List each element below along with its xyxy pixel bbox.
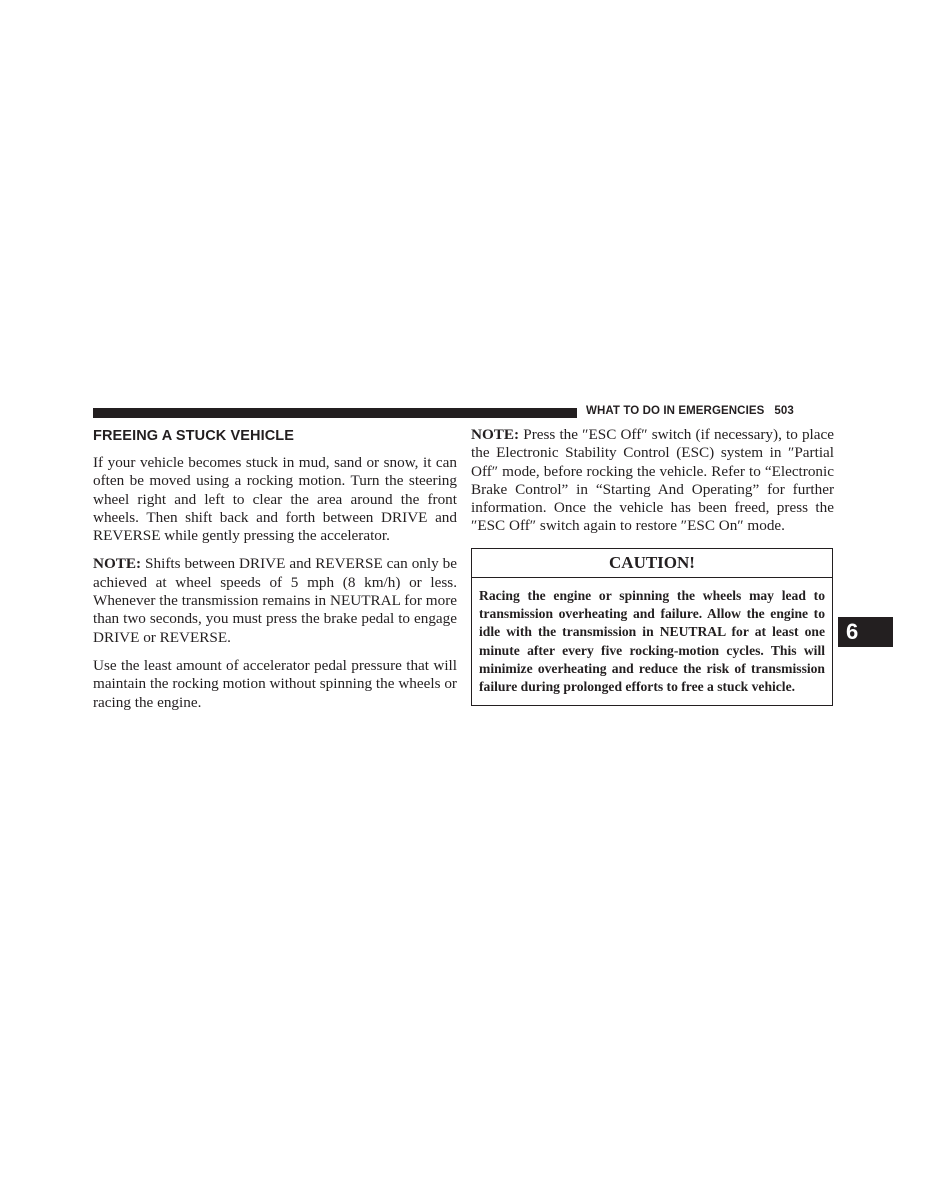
left-column [93, 426, 457, 722]
header-rule [93, 408, 577, 418]
caution-text: Racing the engine or spinning the wheels may lead to transmission overheating and failure. Allow the engine to idle with the transmission in NEUTRAL for at least one minute after every five rocking-motion cycles. This will minimize overheating and reduce the risk of transmission failure during prolonged efforts to free a stuck vehicle. [479, 587, 825, 695]
running-header [586, 405, 836, 417]
note-label: NOTE: [93, 555, 142, 573]
chapter-tab: 6 [838, 617, 893, 647]
page-number: 503 [774, 405, 794, 417]
section-title: FREEING A STUCK VEHICLE [93, 428, 295, 444]
right-column [471, 426, 834, 706]
esc-note-label: NOTE: [471, 426, 520, 443]
caution-title: CAUTION! [472, 549, 832, 578]
esc-note-text: Press the ″ESC Off″ switch (if necessary), to place the Electronic Stability Control (ESC) system in ″Partial Off″ mode, before rocking the vehicle. Refer to “Electronic Brake Control” in “Starting And Operating” for further information. Once the vehicle has been freed, press the ″ESC Off″ switch again to restore ″ESC On″ mode. [471, 426, 834, 535]
caution-box [471, 548, 833, 706]
note-paragraph [93, 555, 457, 646]
pedal-paragraph: Use the least amount of accelerator pedal pressure that will maintain the rocking motion without spinning the wheels or racing the engine. [93, 656, 457, 711]
note-text: Shifts between DRIVE and REVERSE can only be achieved at wheel speeds of 5 mph (8 km/h) or less. Whenever the transmission remains in NEUTRAL for more than two seconds, you must press the brake pedal to engage DRIVE or REVERSE. [93, 555, 457, 646]
esc-note-paragraph [471, 426, 834, 536]
header-section-title: WHAT TO DO IN EMERGENCIES [586, 405, 765, 417]
intro-paragraph: If your vehicle becomes stuck in mud, sand or snow, it can often be moved using a rocking motion. Turn the steering wheel right and left to clear the area around the front wheels. Then shift back and forth between DRIVE and REVERSE while gently pressing the accelerator. [93, 454, 457, 545]
